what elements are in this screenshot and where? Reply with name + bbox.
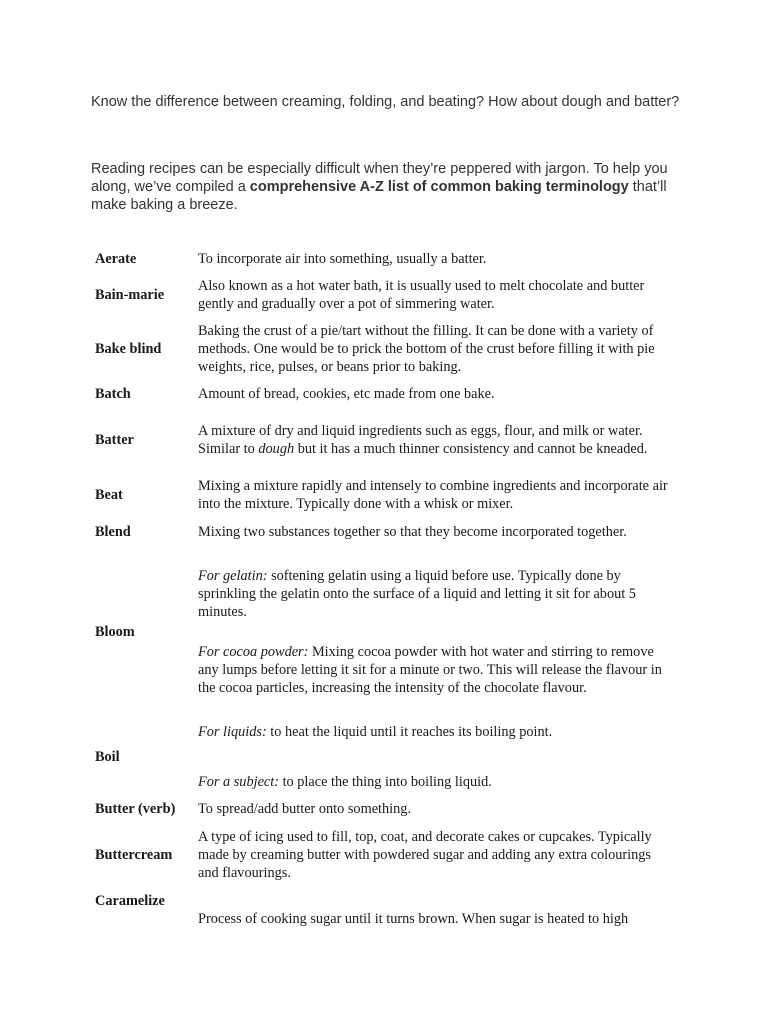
glossary-row-beat — [95, 477, 675, 513]
term: Bloom — [95, 624, 135, 640]
definition: To spread/add butter onto something. — [198, 801, 412, 817]
definition-label: For a subject: — [198, 774, 279, 790]
glossary-table — [95, 248, 675, 932]
term: Blend — [95, 524, 131, 540]
definition-italic: dough — [258, 441, 295, 457]
definition-cocoa — [198, 643, 675, 697]
glossary-row-batter — [95, 413, 675, 467]
intro-paragraph-end: that’ll make baking a breeze. — [91, 179, 667, 213]
definition-text: A mixture of dry and liquid ingredients such as eggs, flour, and milk or water. Similar to — [198, 423, 643, 457]
definition: Baking the crust of a pie/tart without the filling. It can be done with a variety of methods. One would be to prick the bottom of the crust before filling it with pie weights, rice, pulses, or beans prior to baking. — [198, 323, 655, 375]
definition: Amount of bread, cookies, etc made from one bake. — [198, 386, 495, 402]
definition-text: to place the thing into boiling liquid. — [279, 774, 492, 790]
definition-subject — [198, 773, 675, 791]
glossary-row-butter-verb — [95, 800, 675, 818]
definition: Also known as a hot water bath, it is usually used to melt chocolate and butter gently and gradually over a pot of simmering water. — [198, 278, 645, 312]
term: Caramelize — [95, 893, 165, 909]
term: Buttercream — [95, 847, 173, 863]
intro-question: Know the difference between creaming, folding, and beating? How about dough and batter? — [91, 94, 680, 110]
glossary-row-bloom — [95, 551, 675, 713]
definition — [198, 422, 675, 458]
definition-gelatin — [198, 567, 675, 621]
glossary-row-boil — [95, 723, 675, 791]
definition-label: For gelatin: — [198, 568, 268, 584]
term: Boil — [95, 749, 120, 765]
definition: Mixing a mixture rapidly and intensely to combine ingredients and incorporate air into the mixture. Typically done with a whisk or mixer. — [198, 478, 668, 512]
term: Batch — [95, 386, 131, 402]
definition: Process of cooking sugar until it turns brown. When sugar is heated to high — [198, 911, 629, 927]
definition-label: For liquids: — [198, 724, 267, 740]
glossary-row-buttercream — [95, 828, 675, 882]
term: Bake blind — [95, 341, 162, 357]
glossary-row-batch — [95, 385, 675, 403]
glossary-row-aerate — [95, 248, 675, 270]
term: Aerate — [95, 251, 137, 267]
definition: To incorporate air into something, usually a batter. — [198, 251, 487, 267]
definition: A type of icing used to fill, top, coat, and decorate cakes or cupcakes. Typically made by creaming butter with powdered sugar and adding any extra colourings and flavourings. — [198, 829, 652, 881]
definition-text: Mixing cocoa powder with hot water and stirring to remove any lumps before letting it sit for a minute or two. This will release the flavour in the cocoa particles, increasing the intensity of the chocolate flavour. — [198, 644, 662, 696]
intro-paragraph-bold: comprehensive A-Z list of common baking terminology — [249, 179, 629, 195]
definition — [198, 723, 675, 791]
glossary-row-caramelize — [95, 892, 675, 932]
term: Butter (verb) — [95, 801, 176, 817]
term: Bain-marie — [95, 287, 165, 303]
definition-text: softening gelatin using a liquid before use. Typically done by sprinkling the gelatin onto the surface of a liquid and letting it sit for about 5 minutes. — [198, 568, 636, 620]
definition-liquids — [198, 723, 675, 741]
definition-label: For cocoa powder: — [198, 644, 309, 660]
glossary-row-bain-marie — [95, 277, 675, 313]
intro-paragraph-start: Reading recipes can be especially difficult when they’re peppered with jargon. To help you along, we’ve compiled a — [91, 161, 668, 195]
term: Beat — [95, 487, 123, 503]
glossary-row-bake-blind — [95, 322, 675, 376]
definition-text: but it has a much thinner consistency and cannot be kneaded. — [294, 441, 648, 457]
definition — [198, 567, 675, 697]
intro-paragraph — [91, 160, 681, 214]
definition: Mixing two substances together so that they become incorporated together. — [198, 524, 627, 540]
definition-text: to heat the liquid until it reaches its boiling point. — [266, 724, 553, 740]
glossary-row-blend — [95, 523, 675, 541]
term: Batter — [95, 432, 134, 448]
